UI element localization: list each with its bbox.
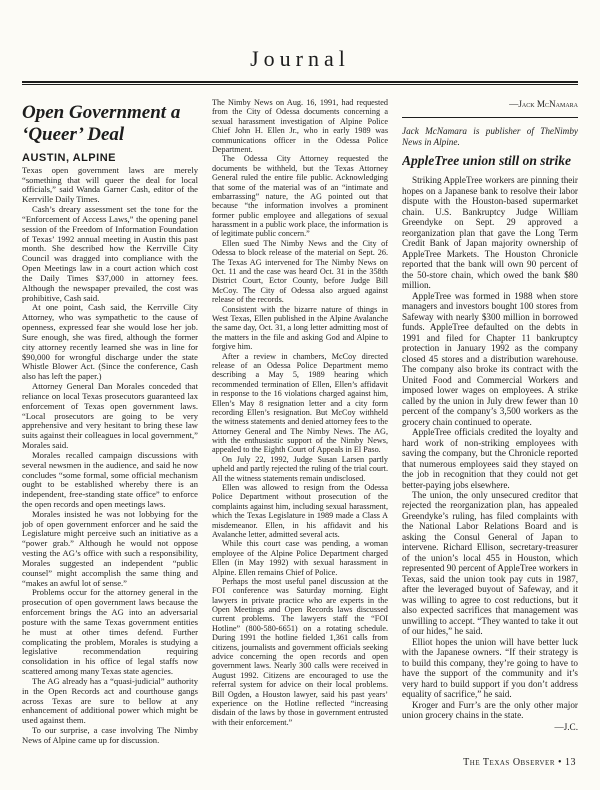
author-note: Jack McNamara is publisher of TheNimby News in Alpine. (402, 126, 578, 147)
article-separator (402, 117, 578, 118)
article1-paragraph: Morales recalled campaign discussions with several newsmen in the audience, and said he now concludes “some formal, some official mechanism ought to be established whereby there is an independent, free-standing state office” to enforce the open records and open meetings laws. (22, 449, 198, 509)
article1-signature: —Jack McNamara (509, 99, 578, 109)
article1-paragraph: Ellen sued The Nimby News and the City of Odessa to block release of the material on Sept. 26. The Texas AG intervened for The Nimby News on Oct. 11 and the case was heard Oct. 31 in the 358th District Court, Ector County, before Judge Bill McCoy. The City of Odessa also argued against release of the records. (212, 238, 388, 305)
article2-paragraph: The union, the only unsecured creditor that rejected the reorganization plan, has appealed Greendyke’s ruling, has filed complaints with the National Labor Relations Board and is asking the Consul General of Japan to intervene. Richard Ellison, secretary-treasurer of the union’s local 455 in Houston, which represented 90 percent of AppleTree workers in Texas, said the union took pay cuts in 1987, after the leveraged buyout of Safeway, and it was willing to agree to cost reductions, but it also expected sacrifices that management was unwilling to accept. “They wanted to take it out of our hides,” he said. (402, 489, 578, 637)
column-1 (22, 98, 198, 746)
article1-paragraph: Problems occur for the attorney general in the prosecution of open government laws because the enforcement brings the AG into an adversarial posture with the same Texas government entities he must at other times defend. Further complicating the problem, Morales is studying a legislative recommendation requiring consolidation in his office of legal staffs now scattered among many Texas state agencies. (22, 587, 198, 677)
column-2 (212, 98, 388, 746)
article1-paragraph: Perhaps the most useful panel discussion at the FOI conference was Saturday morning. Eight lawyers in private practice who are experts in the Open Meetings and Open Records laws discussed current problems. The lawyers staff the “FOI Hotline” (800-580-6651) on a rotating schedule. During 1991 the hotline fielded 1,361 calls from citizens, journalists and government officials seeking advice concerning the open records and open government laws. Nearly 300 calls were received in August 1992. Citizens are encouraged to use the referral system for advice on their local problems. Bill Ogden, a Houston lawyer, said his past years’ experience on the Hotline reflected “increasing disdain of the laws by those in government entrusted with their enforcement.” (212, 576, 388, 727)
page-footer: The Texas Observer • 13 (463, 757, 576, 768)
masthead-rule-thin (22, 84, 578, 85)
article1-headline: Open Government a ‘Queer’ Deal (22, 102, 181, 145)
article1-paragraph: Ellen was allowed to resign from the Odessa Police Department without prosecution of the complaints against him, including sexual harassment, which the Texas Legislature in 1989 made a Class A misdemeanor. Ellen, in his affidavit and his Avalanche letter, admitted several acts. (212, 483, 388, 539)
article-columns (22, 98, 578, 746)
article1-paragraph: Cash’s dreary assessment set the tone for the “Enforcement of Access Laws,” the opening panel session of the Freedom of Information Foundation of Texas’ 1992 annual meeting in Austin this past month. She described how the Kerrville City Council was dragged into compliance with the Open Meetings law in a court action which cost the Daily Times $37,000 in attorney fees. Although the newspaper prevailed, the cost was prohibitive, Cash said. (22, 204, 198, 303)
column-3 (402, 98, 578, 746)
article1-paragraph: Morales insisted he was not lobbying for the job of open government enforcer and he said the Legislature might perceive such an initiative as a “power grab.” Although he would not oppose vesting the AG’s office with such a responsibility, Morales suggested an independent “public counsel” might accomplish the same thing and “makes an awful lot of sense.” (22, 508, 198, 588)
article1-paragraph: After a review in chambers, McCoy directed release of an Odessa Police Department memo describing a May 5, 1989 hearing which recommended termination of Ellen, Ellen’s affidavit in response to the 16 violations charged against him, Ellen’s May 8 resignation letter and a city form recording Ellen’s resignation. But McCoy withheld the witness statements and denied attorney fees to the Attorney General and The Nimby News. The AG, with the enthusiastic support of the Nimby News, appealed to the Eighth Court of Appeals in El Paso. (212, 351, 388, 455)
article1-paragraph: The AG already has a “quasi-judicial” authority in the Open Records act and courthouse gangs across Texas are sure to bellow at any enhancement of additional power which might be used against them. (22, 675, 198, 726)
article1-paragraph: While this court case was pending, a woman employee of the Alpine Police Department charged Ellen (in May 1992) with sexual harassment in Alpine. Ellen remains Chief of Police. (212, 539, 388, 577)
article1-paragraph: Consistent with the bizarre nature of things in West Texas, Ellen published in the Alpine Avalanche the same day, Oct. 31, a long letter admitting most of the matters in the file and asking God and Alpine to forgive him. (212, 304, 388, 352)
article1-paragraph: At one point, Cash said, the Kerrville City Attorney, who was sympathetic to the cause of openness, expressed fear she would lose her job. Sure enough, she was fired, although the former city attorney recently learned she was in line for $90,000 for wrongful discharge under the state Whistle Blower Act. (Since the conference, Cash also has left the paper.) (22, 302, 198, 382)
article2-headline: AppleTree union still on strike (402, 153, 572, 169)
article1-paragraph: Texas open government laws are merely “something that will queer the deal for local officials,” said Wanda Garner Cash, editor of the Kerrville Daily Times. (22, 164, 198, 205)
article1-paragraph: Attorney General Dan Morales conceded that reliance on local Texas prosecutors guaranteed lax enforcement of Texas open government laws. “Local prosecutors are going to be very apprehensive and very hesitant to bring these law suits against their colleagues in local government,” Morales said. (22, 381, 198, 451)
article2-paragraph: Kroger and Furr’s are the only other major union grocery chains in the state. (402, 699, 578, 721)
article2-paragraph: AppleTree officials credited the loyalty and hard work of non-striking employees with saving the company, but the Chronicle reported that numerous employees said they stayed on the job in recognition that they could not get better-paying jobs elsewhere. (402, 427, 578, 490)
article2-signature: —J.C. (554, 721, 578, 732)
article1-paragraph: To our surprise, a case involving The Nimby News of Alpine came up for discussion. (22, 725, 198, 745)
article1-paragraph: On July 22, 1992, Judge Susan Larsen partly upheld and partly rejected the ruling of the trial court. All the witness statements remain undisclosed. (212, 454, 388, 483)
section-masthead: Journal (250, 46, 350, 71)
masthead-rule-thick (22, 81, 578, 83)
article1-paragraph: The Nimby News on Aug. 16, 1991, had requested from the City of Odessa documents concerning a sexual harassment investigation of Alpine Police Chief John H. Ellen Jr., who in early 1989 was communications officer in the Odessa Police Department. (212, 98, 388, 154)
article1-paragraph: The Odessa City Attorney requested the documents be withheld, but the Texas Attorney General ruled the entire file public. Acknowledging that some of the material was of an “intimate and embarrassing” nature, the AG pointed out that because “the information involves a prominent former public employee and allegations of sexual harassment in a public work place, the information is of legitimate public concern.” (212, 154, 388, 239)
article2-paragraph: AppleTree was formed in 1988 when store managers and investors bought 100 stores from Safeway with nearly $300 million in borrowed funds. AppleTree defaulted on the debts in 1991 and filed for Chapter 11 bankruptcy protection in January 1992 as the company closed 45 stores and a distribution warehouse. The company also broke its contract with the United Food and Commercial Workers and imposed lower wages on employees. A strike called by the union in July drew fewer than 10 percent of the company’s 3,500 workers as the grocery chain continued to operate. (402, 290, 578, 427)
article2-paragraph: Elliot hopes the union will have better luck with the Japanese owners. “If their strategy is to build this company, they’re going to have to have the support of the community and it’s very hard to build support if you don’t address equality of sacrifice,” he said. (402, 636, 578, 700)
article2-paragraph: Striking AppleTree workers are pinning their hopes on a Japanese bank to resolve their labor dispute with the Houston-based supermarket chain. U.S. Bankruptcy Judge William Greendyke on Sept. 29 approved a reorganization plan that gave the Long Term Credit Bank of Japan majority ownership of AppleTree Markets. The Houston Chronicle reported that the bank will own 90 percent of the 50-store chain, which owed the bank $80 million. (402, 175, 578, 291)
article1-dateline: AUSTIN, ALPINE (22, 152, 116, 164)
